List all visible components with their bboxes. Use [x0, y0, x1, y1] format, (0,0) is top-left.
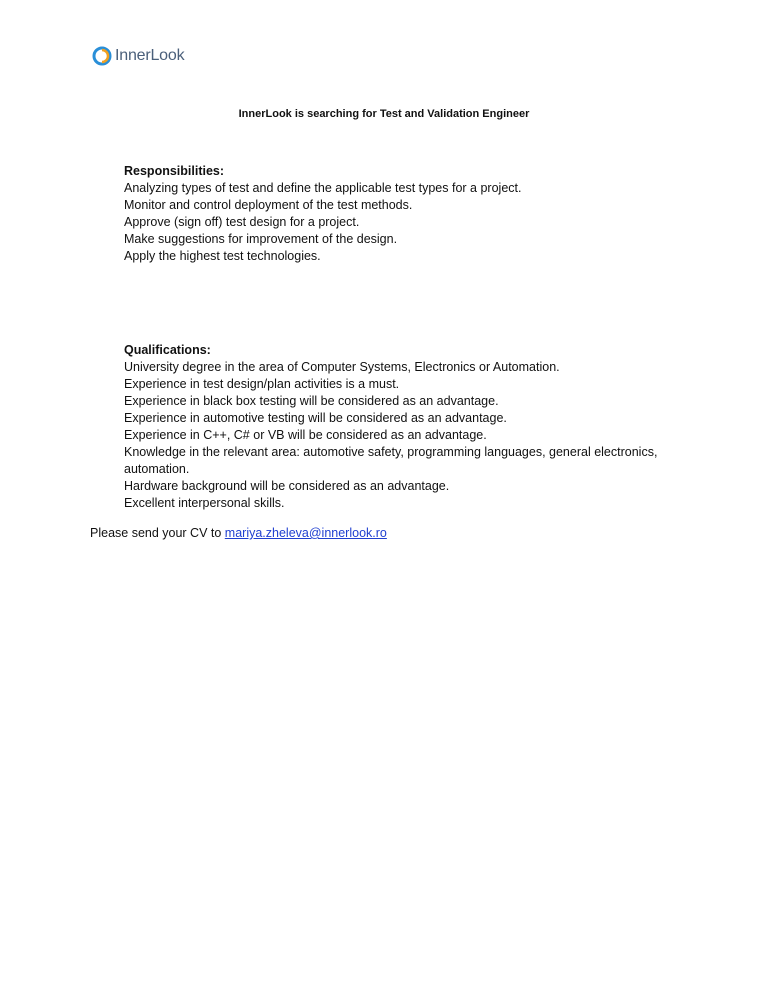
logo-swirl-icon: [92, 46, 112, 66]
list-item: Approve (sign off) test design for a project.: [124, 215, 360, 229]
company-logo: [92, 46, 184, 66]
list-item: Make suggestions for improvement of the design.: [124, 232, 398, 246]
responsibilities-section: [124, 163, 521, 265]
list-item: Analyzing types of test and define the applicable test types for a project.: [124, 181, 522, 195]
page-title: [0, 108, 768, 120]
logo-text: InnerLook: [115, 47, 185, 64]
qualifications-section: [124, 342, 684, 512]
list-item: Experience in C++, C# or VB will be considered as an advantage.: [124, 428, 487, 442]
list-item: Experience in black box testing will be considered as an advantage.: [124, 394, 499, 408]
qualifications-heading: Qualifications:: [124, 343, 211, 357]
list-item: Knowledge in the relevant area: automotive safety, programming languages, general electronics, automation.: [124, 445, 658, 476]
list-item: Excellent interpersonal skills.: [124, 496, 285, 510]
contact-line: [90, 526, 387, 540]
responsibilities-heading: Responsibilities:: [124, 164, 225, 178]
contact-prefix: Please send your CV to: [90, 526, 225, 540]
page-title-text: InnerLook is searching for Test and Validation Engineer: [238, 108, 530, 120]
list-item: Experience in automotive testing will be considered as an advantage.: [124, 411, 507, 425]
list-item: Experience in test design/plan activities is a must.: [124, 377, 400, 391]
email-link[interactable]: mariya.zheleva@innerlook.ro: [224, 526, 387, 540]
list-item: Hardware background will be considered as an advantage.: [124, 479, 450, 493]
list-item: Monitor and control deployment of the test methods.: [124, 198, 413, 212]
list-item: University degree in the area of Computer Systems, Electronics or Automation.: [124, 360, 560, 374]
list-item: Apply the highest test technologies.: [124, 249, 321, 263]
